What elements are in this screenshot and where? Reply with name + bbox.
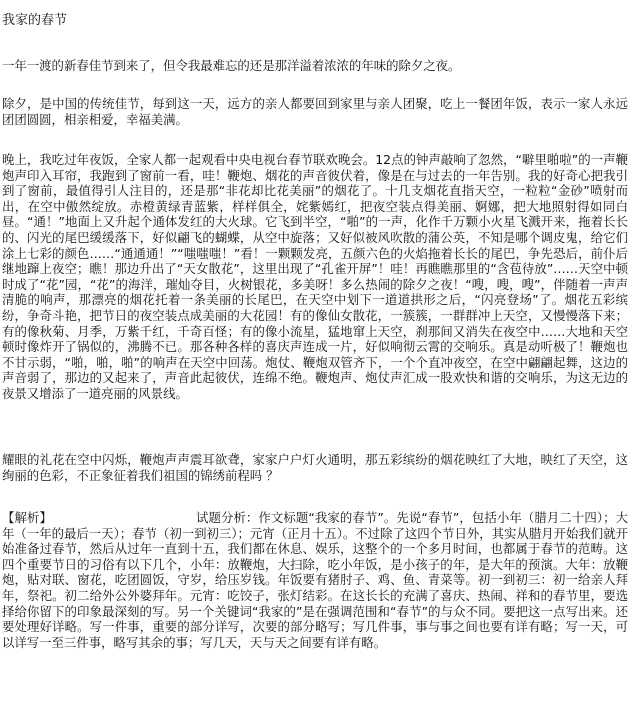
analysis-label: 【解析】 — [2, 510, 52, 525]
paragraph-1: 一年一渡的新春佳节到来了，但令我最难忘的还是那洋溢着浓浓的年味的除夕之夜。 — [2, 58, 461, 73]
essay-title: 我家的春节 — [2, 13, 68, 28]
analysis-text: 试题分析：作文标题“我家的春节”。先说“春节”，包括小年（腊月二十四）；大年（一年的最后一天）；春节（初一到初三）；元宵（正月十五）。不过除了这四个节日外，其实从腊月开始我们就开始准备过春节，然后从过年一直到十五，我们都在休息、娱乐，这整个的一个多月时间，也都属于春节的范畴。这四个重要节日的习俗有以下几个，小年：放鞭炮，大扫除，吃小年饭，是小孩子的年，是大年的预演。大年：放鞭炮，贴对联、窗花，吃团圆饭，守岁，给压岁钱。年饭要有猪肘子、鸡、鱼、青菜等。初一到初三：初一给亲人拜年，祭祀。初二给外公外婆拜年。元宵：吃饺子，张灯结彩。在这长长的充满了喜庆、热闹、祥和的春节里，要选择给你留下的印象最深刻的写。另一个关键词“我家的”是在强调范围和“春节”的与众不同。要把这一点写出来。还要处理好详略。写一件事，重要的部分详写，次要的部分略写；写几件事，事与事之间也要有详有略；写一天，可以详写一至三件事，略写其余的事；写几天，天与天之间要有详有略。 — [2, 510, 628, 650]
paragraph-4: 耀眼的礼花在空中闪烁，鞭炮声声震耳欲聋，家家户户灯火通明，那五彩缤纷的烟花映红了大地，映红了天空，这绚丽的色彩，不正象征着我们祖国的锦绣前程吗 ？ — [2, 452, 628, 483]
paragraph-2: 除夕，是中国的传统佳节，每到这一天，远方的亲人都要回到家里与亲人团聚，吃上一餐团年饭，表示一家人永远团团圆圆，相亲相爱，幸福美满。 — [2, 96, 628, 127]
analysis-section — [2, 510, 628, 650]
paragraph-3: 晚上，我吃过年夜饭，全家人都一起观看中央电视台春节联欢晚会。12点的钟声敲响了忽然，“噼里啪啦”的一声鞭炮声印入耳帘，我跑到了窗前一看，哇！鞭炮、烟花的声音彼伏着，像是在与过去的一年告别。我的好奇心把我引到了窗前，最值得引人注目的，还是那“非花却比花美丽”的烟花了。十几支烟花直指天空，一粒粒“金砂”喷射而出，在空中傲然绽放。赤橙黄绿青蓝紫，样样俱全，姹紫嫣红，把夜空装点得美丽、婀娜，把大地照射得如同白昼。“通！”地面上又升起个通体发红的大火球。它飞到半空，“啪”的一声，化作千万颗小火星飞溅开来，拖着长长的、闪光的尾巴缓缓落下，好似翩飞的蝴蝶，从空中旋落；又好似被风吹散的蒲公英，不知是哪个调皮鬼，给它们涂上七彩的颜色……“通通通！”“嗤嗤嗤！”看！一颗颗发亮，五颜六色的火焰拖着长长的尾巴，争先恐后，前仆后继地蹿上夜空；瞧！那边升出了“天女散花”，这里出现了“孔雀开屏”！哇！再瞧瞧那里的“含苞待放”……天空中顿时成了“花”园，“花”的海洋，璀灿夺目，火树银花，多美呀！多么热闹的除夕之夜！“嗖，嗖，嗖”，伴随着一声声清脆的响声，那漂亮的烟花托着一条美丽的长尾巴，在天空中划下一道道拱形之后，“闪亮登场”了。烟花五彩缤纷，争奇斗艳，把节日的夜空装点成美丽的大花园！有的像仙女散花，一簇簇，一群群冲上天空，又慢慢落下来；有的像秋菊、月季，万紫千红，千奇百怪；有的像小流星，猛地窜上天空，刹那间又消失在夜空中……大地和天空顿时像炸开了锅似的，沸腾不已。那各种各样的喜庆声连成一片，好似响彻云霄的交响乐。真是动听极了！鞭炮也不甘示弱，“啪，啪，啪”的响声在天空中回荡。炮仗、鞭炮双管齐下，一个个直冲夜空，在空中翩翩起舞，这边的声音弱了，那边的又起来了，声音此起彼伏，连绵不绝。鞭炮声、炮仗声汇成一股欢快和谐的交响乐，为这无边的夜景又增添了一道亮丽的风景线。 — [2, 152, 628, 401]
